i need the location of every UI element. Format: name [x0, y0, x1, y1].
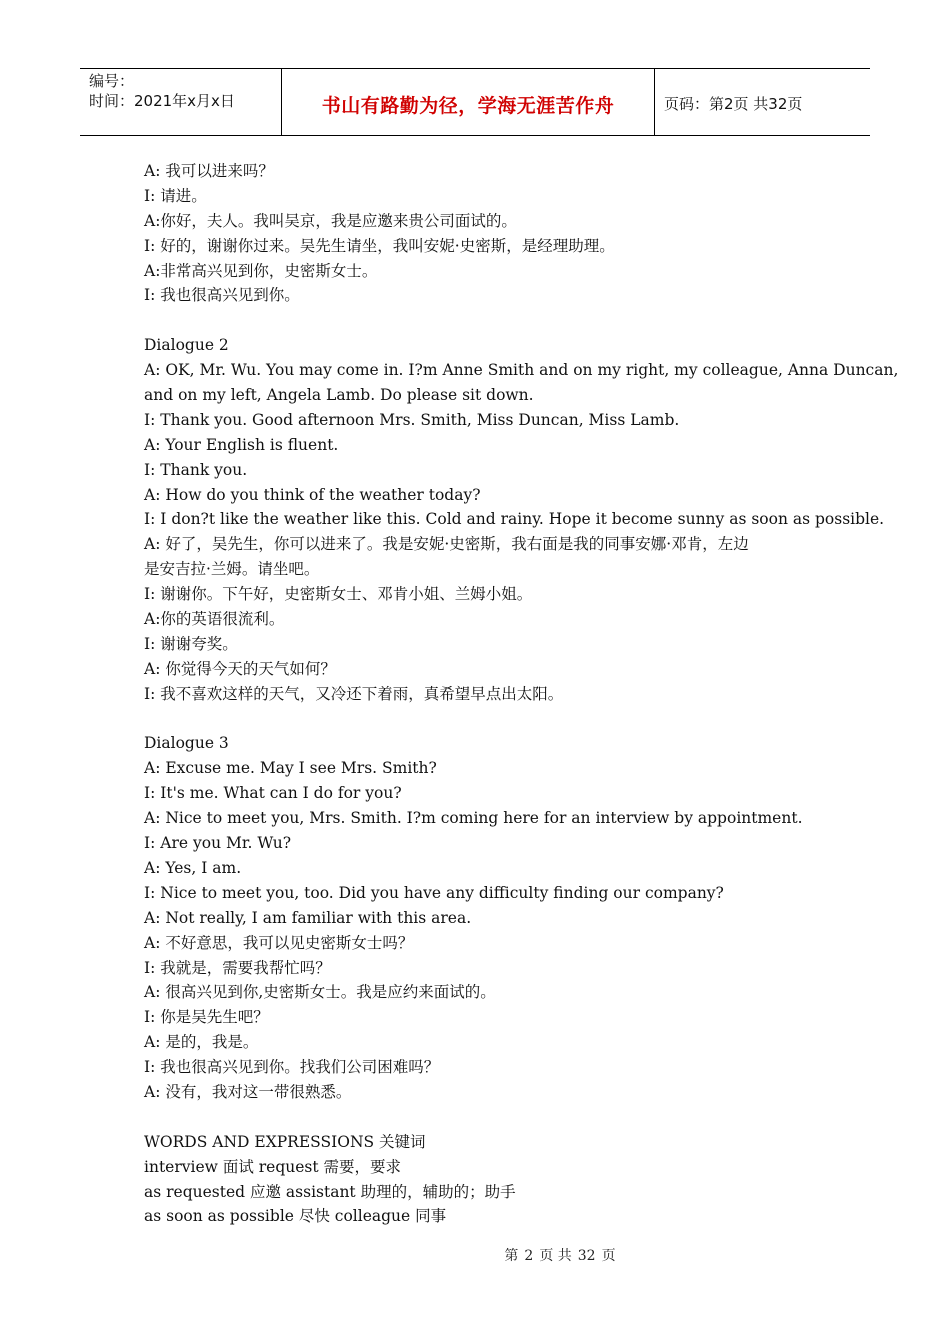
text-line: I: 请进。	[144, 186, 207, 205]
text-line: A: 你觉得今天的天气如何？	[144, 659, 336, 678]
text-line: I: 我也很高兴见到你。	[144, 286, 300, 305]
header-meta	[80, 69, 281, 135]
text-line: A: 很高兴见到你,史密斯女士。我是应约来面试的。	[144, 983, 496, 1002]
document-number-label: 编号：	[89, 72, 135, 90]
text-line: A:非常高兴见到你，史密斯女士。	[144, 261, 378, 280]
text-line: I: Are you Mr. Wu?	[144, 834, 292, 853]
text-line: I: Nice to meet you, too. Did you have any difficulty finding our company?	[144, 883, 724, 902]
blank-line	[144, 1105, 824, 1130]
header-motto-cell	[281, 69, 655, 135]
text-line: I: Thank you. Good afternoon Mrs. Smith, Miss Duncan, Miss Lamb.	[144, 410, 680, 429]
text-line: A: 是的，我是。	[144, 1033, 259, 1052]
text-line: interview 面试 request 需要，要求	[144, 1157, 402, 1176]
text-line: A: Not really, I am familiar with this area.	[144, 908, 472, 927]
text-line: I: 谢谢夸奖。	[144, 634, 238, 653]
text-line: A: How do you think of the weather today?	[144, 485, 481, 504]
text-line: A:你好，夫人。我叫吴京，我是应邀来贵公司面试的。	[144, 211, 517, 230]
text-line: I: It's me. What can I do for you?	[144, 784, 402, 803]
text-line: A: 好了，吴先生，你可以进来了。我是安妮·史密斯，我右面是我的同事安娜·邓肯，左边	[144, 535, 749, 554]
text-line: A: OK, Mr. Wu. You may come in. I?m Anne Smith and on my right, my colleague, Anna Duncan,	[144, 361, 899, 380]
text-line: 是安吉拉·兰姆。请坐吧。	[144, 560, 320, 579]
text-line: A: Excuse me. May I see Mrs. Smith?	[144, 759, 437, 778]
blank-line	[144, 707, 824, 732]
page-footer	[0, 1245, 950, 1265]
blank-line	[144, 308, 824, 333]
text-line: I: Thank you.	[144, 460, 248, 479]
text-line: I: 我就是，需要我帮忙吗？	[144, 958, 331, 977]
text-line: A: Your English is fluent.	[144, 435, 339, 454]
text-line: A:你的英语很流利。	[144, 610, 285, 629]
text-line: A: 不好意思，我可以见史密斯女士吗？	[144, 933, 414, 952]
text-line: Dialogue 2	[144, 336, 229, 355]
document-time-label: 时间：2021年x月x日	[89, 92, 235, 110]
text-line: as soon as possible 尽快 colleague 同事	[144, 1207, 447, 1226]
footer-page-number: 2	[524, 1248, 534, 1264]
text-line: as requested 应邀 assistant 助理的，辅助的；助手	[144, 1182, 516, 1201]
text-line: I: 谢谢你。下午好，史密斯女士、邓肯小姐、兰姆小姐。	[144, 585, 533, 604]
header-motto: 书山有路勤为径，学海无涯苦作舟	[321, 94, 615, 117]
header-page-info: 页码：第2页 共32页	[664, 94, 803, 113]
text-line: I: 好的，谢谢你过来。吴先生请坐，我叫安妮·史密斯，是经理助理。	[144, 236, 615, 255]
footer-prefix: 第	[504, 1248, 519, 1264]
text-line: I: I don?t like the weather like this. Cold and rainy. Hope it become sunny as soon as possible.	[144, 510, 885, 529]
footer-total-pages: 32	[577, 1248, 596, 1264]
text-line: A: 我可以进来吗？	[144, 162, 274, 180]
text-line: WORDS AND EXPRESSIONS 关键词	[144, 1132, 426, 1151]
text-line: I: 我不喜欢这样的天气，又冷还下着雨，真希望早点出太阳。	[144, 684, 564, 703]
text-line: I: 你是吴先生吧？	[144, 1008, 269, 1027]
page-header	[80, 68, 870, 136]
text-line: A: Nice to meet you, Mrs. Smith. I?m coming here for an interview by appointment.	[144, 809, 803, 828]
text-line: Dialogue 3	[144, 734, 229, 753]
text-line: A: 没有，我对这一带很熟悉。	[144, 1082, 352, 1101]
text-line: A: Yes, I am.	[144, 858, 242, 877]
document-body	[144, 159, 899, 1229]
text-line: and on my left, Angela Lamb. Do please sit down.	[144, 386, 534, 405]
footer-suffix: 页	[601, 1248, 616, 1264]
footer-mid: 页 共	[539, 1248, 572, 1264]
text-line: I: 我也很高兴见到你。找我们公司困难吗？	[144, 1058, 440, 1077]
